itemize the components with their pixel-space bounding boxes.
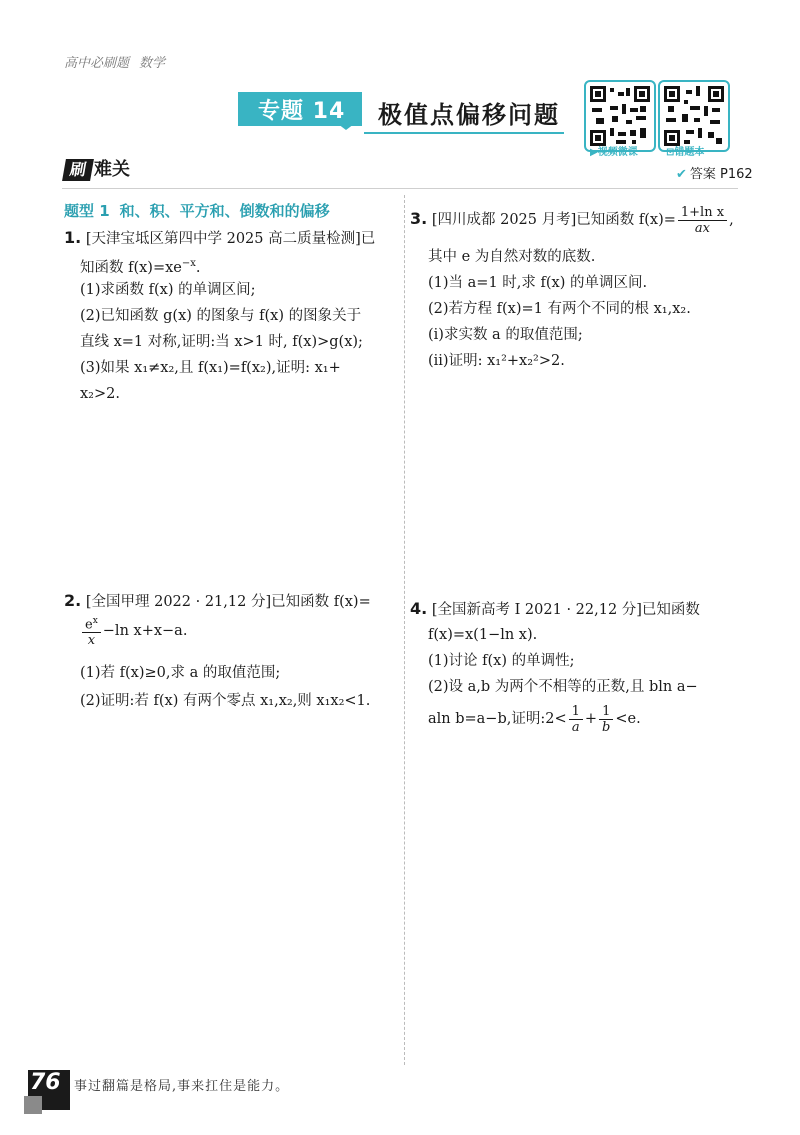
q2-line2: $\frac{e^x}{x}$ −ln x+x−a.	[80, 614, 187, 648]
page-number: 76	[30, 1070, 61, 1095]
q2-part2: (2)证明:若 f(x) 有两个零点 x₁,x₂,则 x₁x₂<1.	[80, 693, 371, 709]
answer-ref-text: 答案 P162	[689, 167, 753, 182]
series-title	[64, 52, 165, 71]
q4-source: 4. [全国新高考 Ⅰ 2021 · 22,12 分]已知函数	[410, 599, 700, 618]
q2-number: 2.	[64, 591, 82, 610]
check-icon: ✔	[676, 167, 687, 182]
footer-motto: 事过翻篇是格局,事来扛住是能力。	[74, 1079, 290, 1094]
q2-source: 2. [全国甲理 2022 · 21,12 分]已知函数 f(x)=	[64, 591, 371, 610]
divider	[62, 188, 738, 189]
type-label: 题型 1	[64, 202, 110, 220]
q3-part2: (2)若方程 f(x)=1 有两个不同的根 x₁,x₂.	[428, 301, 691, 317]
type-title: 和、积、平方和、倒数和的偏移	[119, 202, 330, 220]
q3-number: 3.	[410, 209, 428, 228]
qr-code-icon	[590, 86, 650, 146]
q1-number: 1.	[64, 228, 82, 247]
play-icon: ▶	[590, 147, 598, 158]
series-name: 高中必刷题	[64, 56, 130, 71]
level-label: 难关	[94, 159, 130, 180]
qr-code-icon	[664, 86, 724, 146]
q2-part1: (1)若 f(x)≥0,求 a 的取值范围;	[80, 665, 281, 681]
q1-part3: (3)如果 x₁≠x₂,且 f(x₁)=f(x₂),证明: x₁+	[80, 360, 341, 376]
notebook-icon: ⊡	[666, 147, 675, 158]
q3-part1: (1)当 a=1 时,求 f(x) 的单调区间.	[428, 275, 648, 291]
q1-part2: (2)已知函数 g(x) 的图象与 f(x) 的图象关于	[80, 308, 362, 324]
q1-line2: 知函数 $f(x)=xe^{-x}$.	[80, 258, 201, 276]
q1-part1: (1)求函数 f(x) 的单调区间;	[80, 282, 256, 298]
q3-line2: 其中 e 为自然对数的底数.	[428, 249, 596, 265]
q1-part3-cont: x₂>2.	[80, 386, 120, 402]
q4-part2-cont: aln b=a−b,证明:2< $\frac{1}{a}$ + $\frac{1}{b}$ <e.	[428, 703, 641, 735]
q4-fraction-b: $\frac{1}{b}$	[599, 704, 613, 735]
q1-source: 1. [天津宝坻区第四中学 2025 高二质量检测]已	[64, 228, 376, 247]
topic-label: 专题 14	[258, 99, 346, 124]
q2-fraction: $\frac{e^x}{x}$	[82, 614, 101, 648]
topic-underline	[364, 132, 564, 134]
level-heading	[64, 155, 130, 181]
q4-line2: f(x)=x(1−ln x).	[428, 627, 538, 643]
q1-part2-cont: 直线 x=1 对称,证明:当 x>1 时, f(x)>g(x);	[80, 334, 363, 350]
q3-source: 3. [四川成都 2025 月考]已知函数 f(x)= $\frac{\text{1+ln x}}{ax}$ ,	[410, 204, 734, 236]
qr-label-mistakes: ⊡错题本	[666, 147, 705, 158]
brush-char: 刷	[62, 159, 94, 181]
q4-part1: (1)讨论 f(x) 的单调性;	[428, 653, 575, 669]
q3-fraction: $\frac{\text{1+ln x}}{ax}$	[678, 205, 727, 236]
subject-name: 数学	[139, 56, 166, 71]
q4-part2: (2)设 a,b 为两个不相等的正数,且 bln a−	[428, 679, 698, 695]
topic-title: 极值点偏移问题	[378, 101, 560, 129]
type-heading	[64, 200, 330, 221]
qr-label-video: ▶视频微课	[590, 147, 638, 158]
q3-part2-i: (i)求实数 a 的取值范围;	[428, 327, 583, 343]
column-divider	[404, 195, 406, 1065]
q4-fraction-a: $\frac{1}{a}$	[569, 704, 583, 735]
q3-part2-ii: (ii)证明: x₁²+x₂²>2.	[428, 353, 565, 369]
qr-code-video[interactable]	[584, 80, 656, 152]
q4-number: 4.	[410, 599, 428, 618]
qr-code-mistakes[interactable]	[658, 80, 730, 152]
answer-reference[interactable]	[676, 163, 753, 182]
